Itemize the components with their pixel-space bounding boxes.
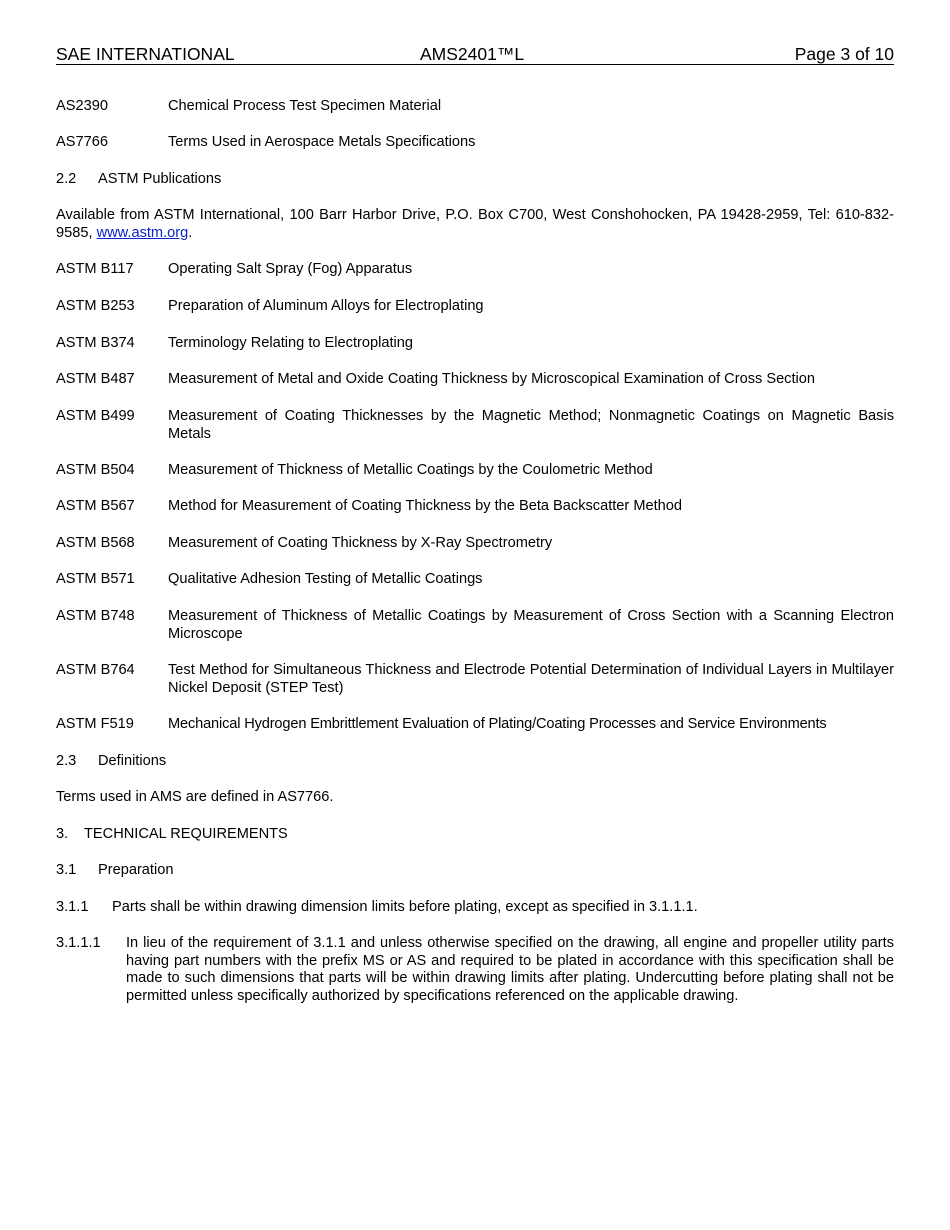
reference-code: ASTM B253 xyxy=(56,298,135,314)
section-3-1-heading xyxy=(56,862,894,880)
reference-title: Measurement of Coating Thickness by X-Ray Spectrometry xyxy=(168,535,553,551)
reference-code: ASTM B571 xyxy=(56,571,135,587)
reference-astm-b504 xyxy=(56,462,894,480)
reference-astm-b568 xyxy=(56,535,894,553)
section-3-1-1 xyxy=(56,899,894,917)
reference-astm-b253 xyxy=(56,298,894,316)
section-number: 2.3 xyxy=(56,753,77,769)
header-doc-id: AMS2401™L xyxy=(420,44,525,64)
reference-title: Measurement of Thickness of Metallic Coatings by the Coulometric Method xyxy=(168,462,653,478)
reference-astm-b499 xyxy=(56,408,894,444)
section-3-heading xyxy=(56,826,894,844)
section-3-1-1-1 xyxy=(56,935,894,1007)
section-number: 2.2 xyxy=(56,171,77,187)
section-2-2-heading xyxy=(56,171,894,189)
section-number: 3.1.1.1 xyxy=(56,935,101,951)
reference-astm-b748 xyxy=(56,608,894,644)
reference-code: ASTM F519 xyxy=(56,716,134,732)
reference-astm-b571 xyxy=(56,571,894,589)
reference-code: ASTM B568 xyxy=(56,535,135,551)
header-page-number: Page 3 of 10 xyxy=(794,44,894,64)
reference-code: ASTM B374 xyxy=(56,335,135,351)
reference-astm-f519 xyxy=(56,716,894,734)
reference-code: ASTM B499 xyxy=(56,408,135,424)
section-text: In lieu of the requirement of 3.1.1 and unless otherwise specified on the drawing, all engine and propeller utility parts having part numbers with the prefix MS or AS and required to be plated in accordance with this specification shall be made to such dimensions that parts will be within drawing limits after plating. Undercutting before plating shall not be permitted unless specifically authorized by specifications referenced on the applicable drawing. xyxy=(126,935,894,1004)
reference-title: Operating Salt Spray (Fog) Apparatus xyxy=(168,261,413,277)
section-title: Preparation xyxy=(98,862,174,878)
reference-title: Terminology Relating to Electroplating xyxy=(168,335,413,351)
section-2-3-heading xyxy=(56,753,894,771)
reference-astm-b487 xyxy=(56,371,894,389)
reference-code: ASTM B117 xyxy=(56,261,134,277)
reference-title: Chemical Process Test Specimen Material xyxy=(168,98,442,114)
reference-as2390 xyxy=(56,98,894,116)
section-number: 3.1.1 xyxy=(56,899,89,915)
section-text: Parts shall be within drawing dimension limits before plating, except as specified in 3.1.1.1. xyxy=(112,899,698,915)
reference-astm-b117 xyxy=(56,261,894,279)
section-number: 3.1 xyxy=(56,862,77,878)
reference-astm-b374 xyxy=(56,335,894,353)
reference-astm-b764 xyxy=(56,662,894,698)
availability-text: Available from ASTM International, 100 Barr Harbor Drive, P.O. Box C700, West Conshohocken, PA 19428-2959, Tel: 610-832-9585, xyxy=(56,207,894,241)
section-number: 3. xyxy=(56,826,69,842)
reference-title: Preparation of Aluminum Alloys for Electroplating xyxy=(168,298,484,314)
reference-astm-b567 xyxy=(56,498,894,516)
reference-code: ASTM B487 xyxy=(56,371,135,387)
reference-title: Measurement of Thickness of Metallic Coatings by Measurement of Cross Section with a Scanning Electron Microscope xyxy=(168,608,894,642)
reference-title: Test Method for Simultaneous Thickness and Electrode Potential Determination of Individual Layers in Multilayer Nickel Deposit (STEP Test) xyxy=(168,662,894,696)
section-title: TECHNICAL REQUIREMENTS xyxy=(84,826,288,842)
reference-as7766 xyxy=(56,134,894,152)
page-header xyxy=(56,44,894,65)
definitions-paragraph: Terms used in AMS are defined in AS7766. xyxy=(56,789,334,805)
reference-title: Terms Used in Aerospace Metals Specifications xyxy=(168,134,476,150)
reference-code: AS2390 xyxy=(56,98,108,114)
header-org: SAE INTERNATIONAL xyxy=(56,44,235,64)
reference-code: ASTM B504 xyxy=(56,462,135,478)
reference-title: Measurement of Coating Thicknesses by the Magnetic Method; Nonmagnetic Coatings on Magnetic Basis Metals xyxy=(168,408,894,442)
section-title: Definitions xyxy=(98,753,167,769)
section-title: ASTM Publications xyxy=(98,171,222,187)
reference-title: Mechanical Hydrogen Embrittlement Evaluation of Plating/Coating Processes and Service Environments xyxy=(168,716,827,732)
reference-title: Measurement of Metal and Oxide Coating Thickness by Microscopical Examination of Cross Section xyxy=(168,371,816,387)
availability-period: . xyxy=(188,224,193,241)
astm-availability-paragraph xyxy=(56,207,894,242)
reference-title: Method for Measurement of Coating Thickness by the Beta Backscatter Method xyxy=(168,498,683,514)
reference-code: AS7766 xyxy=(56,134,108,150)
reference-title: Qualitative Adhesion Testing of Metallic Coatings xyxy=(168,571,483,587)
reference-code: ASTM B764 xyxy=(56,662,135,678)
reference-code: ASTM B748 xyxy=(56,608,135,624)
reference-code: ASTM B567 xyxy=(56,498,135,514)
astm-website-link[interactable]: www.astm.org xyxy=(96,224,189,241)
